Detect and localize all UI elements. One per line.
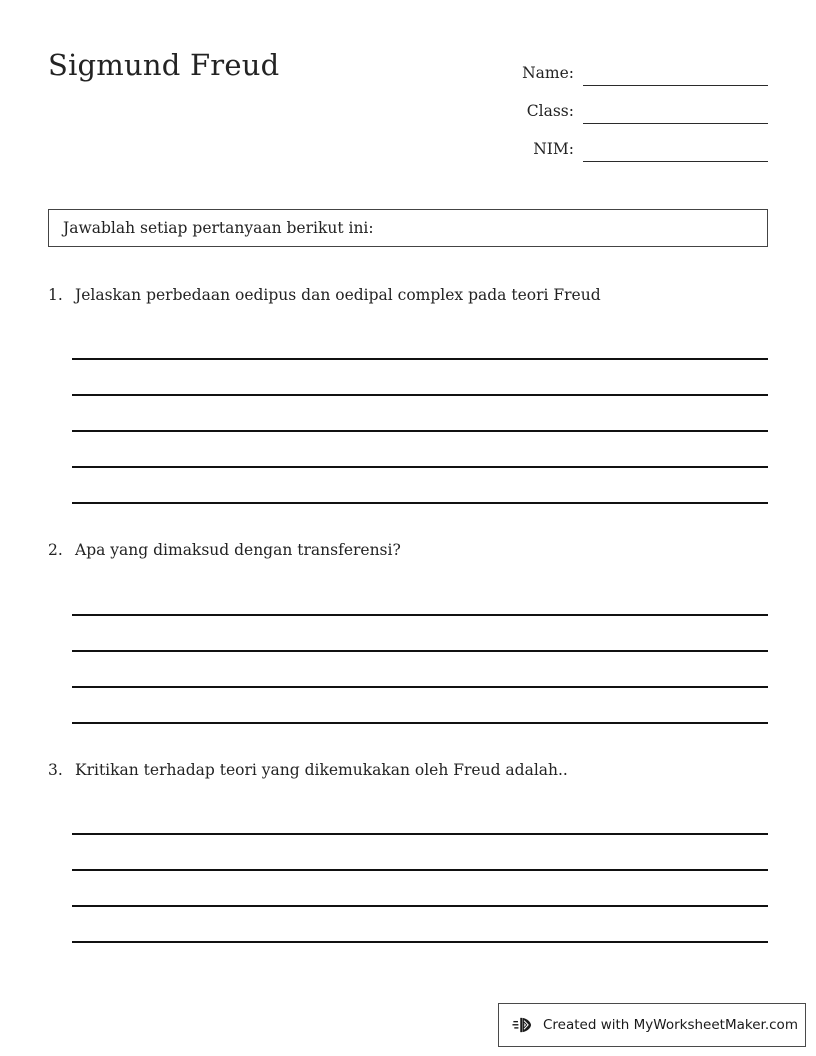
field-row-name bbox=[496, 48, 768, 86]
created-with-badge[interactable] bbox=[498, 1003, 806, 1047]
answer-line[interactable] bbox=[72, 324, 768, 360]
answer-line[interactable] bbox=[72, 799, 768, 835]
instruction-box bbox=[48, 209, 768, 247]
question-item-2 bbox=[48, 541, 768, 723]
questions-list bbox=[48, 286, 768, 943]
answer-lines-2 bbox=[72, 580, 768, 724]
worksheet-header bbox=[48, 40, 768, 165]
nim-field-label: NIM: bbox=[533, 140, 574, 158]
badge-label: Created with MyWorksheetMaker.com bbox=[543, 1017, 798, 1033]
answer-line[interactable] bbox=[72, 432, 768, 468]
field-row-nim bbox=[496, 124, 768, 162]
name-field-label: Name: bbox=[522, 64, 574, 82]
instruction-text: Jawablah setiap pertanyaan berikut ini: bbox=[63, 219, 374, 237]
answer-lines-1 bbox=[72, 324, 768, 504]
question-heading-2 bbox=[48, 541, 768, 560]
question-number-2: 2. bbox=[48, 541, 63, 560]
answer-line[interactable] bbox=[72, 616, 768, 652]
question-heading-1 bbox=[48, 286, 768, 305]
field-row-class bbox=[496, 86, 768, 124]
question-number-3: 3. bbox=[48, 760, 63, 779]
class-field-input[interactable] bbox=[583, 97, 768, 124]
question-item-1 bbox=[48, 286, 768, 504]
question-text-2: Apa yang dimaksud dengan transferensi? bbox=[75, 541, 401, 560]
nim-field-input[interactable] bbox=[583, 135, 768, 162]
answer-lines-3 bbox=[72, 799, 768, 943]
answer-line[interactable] bbox=[72, 907, 768, 943]
answer-line[interactable] bbox=[72, 871, 768, 907]
answer-line[interactable] bbox=[72, 652, 768, 688]
question-heading-3 bbox=[48, 761, 768, 780]
answer-line[interactable] bbox=[72, 468, 768, 504]
name-field-input[interactable] bbox=[583, 59, 768, 86]
student-info-fields bbox=[496, 48, 768, 162]
question-item-3 bbox=[48, 761, 768, 943]
worksheet-maker-logo-icon bbox=[512, 1014, 534, 1036]
answer-line[interactable] bbox=[72, 396, 768, 432]
question-number-1: 1. bbox=[48, 286, 63, 304]
answer-line[interactable] bbox=[72, 580, 768, 616]
answer-line[interactable] bbox=[72, 360, 768, 396]
page-title: Sigmund Freud bbox=[48, 48, 280, 82]
question-text-3: Kritikan terhadap teori yang dikemukakan oleh Freud adalah.. bbox=[75, 760, 568, 779]
answer-line[interactable] bbox=[72, 688, 768, 724]
answer-line[interactable] bbox=[72, 835, 768, 871]
question-spacer bbox=[48, 724, 768, 761]
question-spacer bbox=[48, 504, 768, 541]
question-text-1: Jelaskan perbedaan oedipus dan oedipal complex pada teori Freud bbox=[75, 286, 601, 304]
class-field-label: Class: bbox=[526, 102, 574, 120]
